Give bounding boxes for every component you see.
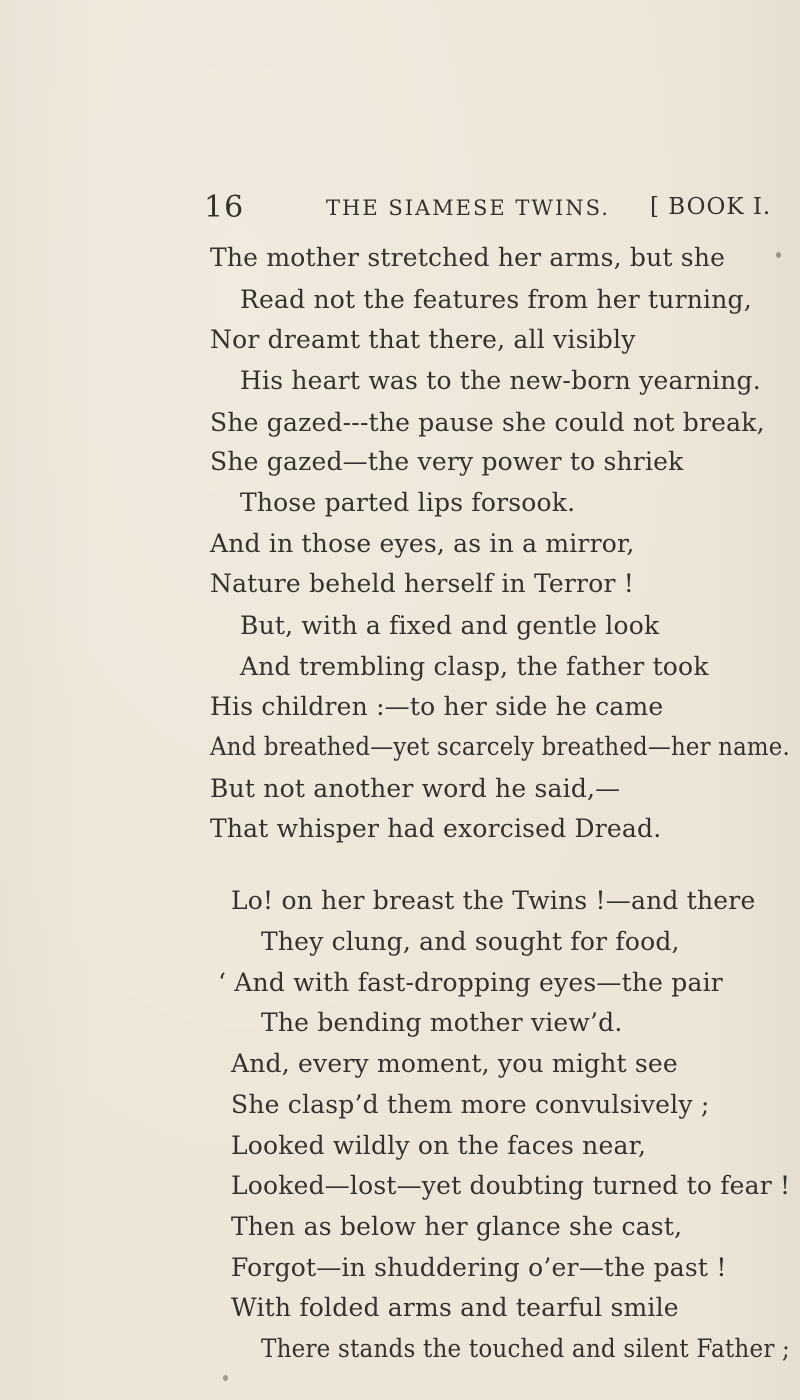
poem-line: And trembling clasp, the father took (240, 651, 709, 681)
poem-line: There stands the touched and silent Father ; (261, 1334, 791, 1364)
poem-line: The mother stretched her arms, but she (210, 243, 726, 272)
poem-line: And in those eyes, as in a mirror, (210, 528, 635, 558)
poem-line: Read not the features from her turning, (240, 284, 752, 314)
poem-line: Looked wildly on the faces near, (231, 1130, 647, 1160)
poem-line: She clasp’d them more convulsively ; (231, 1089, 710, 1119)
poem-line: Those parted lips forsook. (240, 488, 576, 518)
poem-line: She gazed---the pause she could not break, (210, 407, 765, 437)
page-number: 16 (204, 190, 245, 225)
poem-line: His children :—to her side he came (210, 692, 664, 722)
poem-line: But not another word he said,— (210, 773, 621, 803)
poem-line: That whisper had exorcised Dread. (210, 814, 662, 844)
poem-line: And breathed—yet scarcely breathed—her name. (210, 732, 790, 762)
book-section-label: [ BOOK I. (650, 194, 772, 220)
poem-line: And, every moment, you might see (231, 1049, 678, 1079)
poem-line: ‘ And with fast-dropping eyes—the pair (218, 967, 723, 997)
poem-line: With folded arms and tearful smile (231, 1293, 679, 1323)
poem-line: Then as below her glance she cast, (231, 1211, 683, 1241)
poem-line: Looked—lost—yet doubting turned to fear ! (231, 1171, 791, 1201)
running-header (0, 190, 800, 230)
poem-line: Nature beheld herself in Terror ! (210, 569, 634, 599)
poem-line: She gazed—the very power to shriek (210, 447, 684, 477)
poem-line: But, with a fixed and gentle look (240, 611, 660, 640)
poem-line: The bending mother view’d. (261, 1008, 623, 1038)
paper-speck (223, 1375, 228, 1381)
running-title: THE SIAMESE TWINS. (326, 196, 610, 220)
paper-speck (776, 252, 781, 258)
poem-line: Nor dreamt that there, all visibly (210, 325, 636, 355)
poem-line: His heart was to the new-born yearning. (240, 365, 761, 395)
poem-line: They clung, and sought for food, (261, 927, 680, 957)
poem-line: Forgot—in shuddering o’er—the past ! (231, 1252, 727, 1282)
poem-line: Lo! on her breast the Twins !—and there (231, 886, 756, 916)
